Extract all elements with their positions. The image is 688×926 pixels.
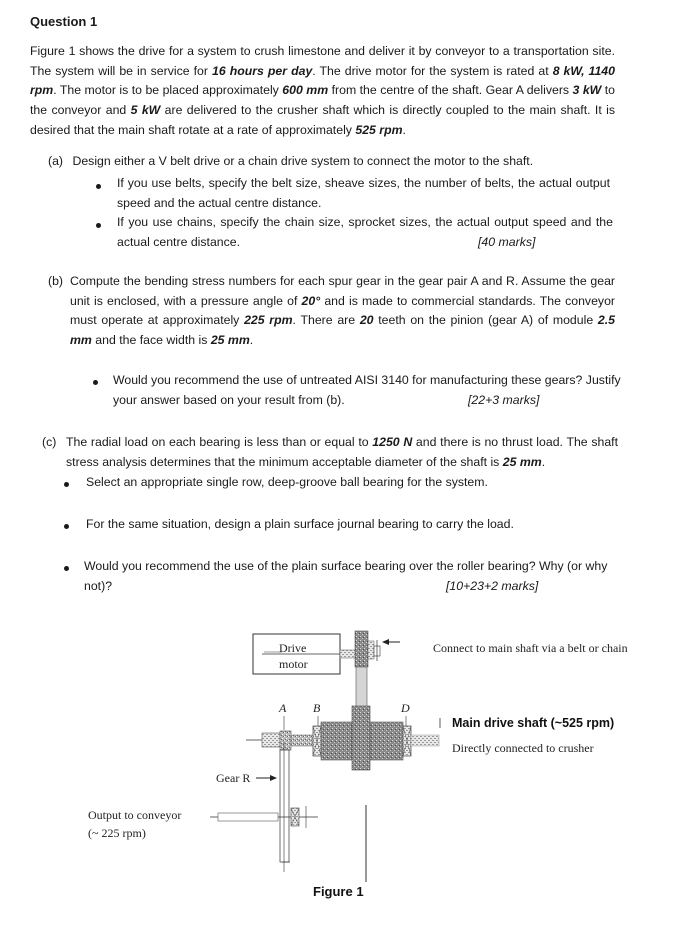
intro-emphasis: 16 hours per day xyxy=(212,63,313,78)
part-c-label: (c) xyxy=(42,435,57,449)
part-c-text xyxy=(66,433,618,472)
part-c-bullet-ball-bearing: Select an appropriate single row, deep-groove ball bearing for the system. xyxy=(86,475,488,489)
gear-r-label: Gear R xyxy=(216,771,251,785)
part-b-emphasis: 20 xyxy=(359,313,374,328)
part-b-emphasis: 25 mm xyxy=(210,333,250,348)
bearing-left xyxy=(262,733,280,747)
part-c-text: and there is no thrust load. The shaft stress analysis determines that the minimum acceptable diameter of the shaft is xyxy=(66,435,619,469)
part-b-text: Compute the bending stress numbers for each spur gear in the gear pair A and R. Assume the gear unit is enclosed, with a pressure angle of xyxy=(70,274,615,308)
label-a: A xyxy=(279,701,287,715)
part-c-text: The radial load on each bearing is less than or equal to xyxy=(66,435,373,449)
part-b-text: and the face width is xyxy=(91,333,211,348)
label-b: B xyxy=(313,701,321,715)
part-b-bullet: Would you recommend the use of untreated AISI 3140 for manufacturing these gears? Justify your answer based on your result from (b). xyxy=(113,373,621,407)
part-c-bullet-journal: For the same situation, design a plain surface journal bearing to carry the load. xyxy=(86,517,514,531)
gear-a xyxy=(280,731,291,750)
figure-caption: Figure 1 xyxy=(313,884,364,899)
part-c-emphasis: 1250 N xyxy=(372,435,413,449)
intro-emphasis: 525 rpm xyxy=(355,122,403,137)
part-a-bullet-belts: If you use belts, specify the belt size, sheave sizes, the number of belts, the actual output speed and the actual centre distance. xyxy=(117,176,610,210)
bullet-dot xyxy=(64,566,69,571)
bullet-dot xyxy=(64,524,69,529)
part-c-bullet-recommend: Would you recommend the use of the plain surface bearing over the roller bearing? Why (or why not)? xyxy=(84,559,608,593)
part-b-text xyxy=(70,272,615,351)
gear-r xyxy=(280,750,289,862)
bullet-dot xyxy=(93,380,98,385)
intro-text: from the centre of the shaft. Gear A delivers xyxy=(328,83,573,98)
intro-text: . xyxy=(402,122,406,137)
motor-sheave xyxy=(355,631,368,667)
output-label-2: (~ 225 rpm) xyxy=(88,826,146,840)
bullet-dot xyxy=(64,482,69,487)
part-b-emphasis: 20° xyxy=(301,293,321,308)
part-b-emphasis: 2.5 mm xyxy=(70,313,616,348)
part-b-text: teeth on the pinion (gear A) of module xyxy=(373,313,598,328)
part-b-emphasis: 225 rpm xyxy=(244,313,293,328)
part-b-text: . There are xyxy=(292,313,360,328)
connect-label: Connect to main shaft via a belt or chain xyxy=(433,641,628,655)
part-c-marks: [10+23+2 marks] xyxy=(446,579,539,593)
main-shaft-label: Main drive shaft (~525 rpm) xyxy=(452,716,615,730)
intro-paragraph xyxy=(30,42,615,141)
part-b-marks: [22+3 marks] xyxy=(468,393,540,407)
bullet-dot xyxy=(96,223,101,228)
intro-text: . The drive motor for the system is rated at xyxy=(312,63,553,78)
part-a xyxy=(48,152,608,172)
intro-emphasis: 600 mm xyxy=(282,83,329,98)
output-label-1: Output to conveyor xyxy=(88,808,182,822)
intro-text: to the conveyor and xyxy=(30,83,615,118)
intro-emphasis: 8 kW, 1140 rpm xyxy=(30,63,615,98)
part-a-label: (a) xyxy=(48,154,64,168)
intro-emphasis: 3 kW xyxy=(572,83,602,98)
intro-text: are delivered to the crusher shaft which is directly coupled to the main shaft. It is desired that the main shaft rotate at a rate of approximately xyxy=(30,103,615,137)
part-a-text: Design either a V belt drive or a chain drive system to connect the motor to the shaft. xyxy=(72,154,534,168)
part-c-text: . xyxy=(541,454,546,469)
part-c-emphasis: 25 mm xyxy=(502,454,542,469)
crusher-label: Directly connected to crusher xyxy=(452,741,594,755)
motor-label-1: Drive xyxy=(279,641,307,655)
label-d: D xyxy=(401,701,410,715)
intro-emphasis: 5 kW xyxy=(130,103,161,118)
motor-label-2: motor xyxy=(279,657,308,671)
part-a-bullet-chains: If you use chains, specify the chain size, sprocket sizes, the actual output speed and the actual centre distance. xyxy=(117,215,613,249)
bullet-dot xyxy=(96,184,101,189)
figure-1-drive-diagram xyxy=(0,600,688,926)
question-title: Question 1 xyxy=(30,14,98,29)
intro-text: . The motor is to be placed approximately xyxy=(53,83,283,98)
part-a-marks: [40 marks] xyxy=(478,235,536,249)
part-b-text: . xyxy=(249,333,254,348)
part-b-label: (b) xyxy=(48,274,64,288)
intro-text: Figure 1 shows the drive for a system to crush limestone and deliver it by conveyor to a transportation site. The system will be in service for xyxy=(30,44,615,78)
part-b-text: and is made to commercial standards. The conveyor must operate at approximately xyxy=(70,293,616,328)
